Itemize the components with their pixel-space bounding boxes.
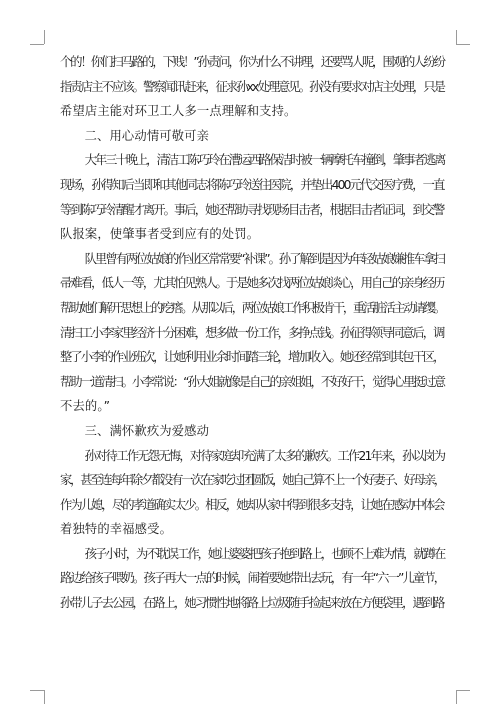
text-line: 着独特的幸福感受。 (60, 522, 173, 537)
document-body (60, 50, 444, 616)
crop-mark-top-right-v (456, 30, 457, 44)
crop-mark-top-right-h (456, 44, 470, 45)
text-line: 孩子小时，为不耽误工作，她让婆婆把孩子抱到路上，也顾不上难为情，就蹲在 (84, 546, 445, 561)
text-line: 大年三十晚上，清洁工陈巧玲在漕运西路保洁时被一辆摩托车撞倒，肇事者逃离 (84, 153, 445, 168)
crop-mark-bottom-right-v (456, 690, 457, 704)
text-line: 整了小李的作业班次，让她利用业余时间踏三轮，增加收入。她还经常到其包干区， (60, 350, 444, 365)
crop-mark-top-left-h (30, 44, 44, 45)
crop-mark-top-left-v (44, 30, 45, 44)
text-line: 帚难看，低人一等，尤其怕见熟人。于是她多次找两位姑娘谈心，用自己的亲身经历 (60, 276, 444, 291)
text-line: 现场，孙得知后当即和其他同志将陈巧玲送往医院，并垫出400元代交医疗费，一直 (60, 177, 444, 192)
section-heading: 三、满怀歉疚为爱感动 (84, 423, 210, 438)
text-line: 孙带儿子去公园，在路上，她习惯性地将路上垃圾随手捡起来放在方便袋里，遇到路 (60, 596, 444, 611)
crop-mark-bottom-left-h (30, 690, 44, 691)
text-line: 家，甚至连每年除夕都没有一次在家吃过团圆饭，她自己算不上一个好妻子、好母亲， (60, 473, 444, 488)
text-line: 路边给孩子喂奶。孩子再大一点的时候，闹着要她带出去玩，有一年“六一”儿童节， (60, 571, 445, 586)
text-line: 队里曾有两位姑娘的作业区常常要“补课”。孙了解到是因为年轻姑娘嫌推车拿扫 (84, 251, 444, 266)
text-line: 希望店主能对环卫工人多一点理解和支持。 (60, 104, 297, 119)
paragraph (60, 542, 444, 616)
section-heading: 二、用心动情可敬可亲 (84, 128, 210, 143)
text-line: 清扫工小李家里经济十分困难，想多做一份工作，多挣点钱。孙征得领导同意后，调 (60, 325, 444, 340)
text-line: 个的！你们扫马路的，下贱！”孙责问，你为什么不讲理，还要骂人呢，围观的人纷纷 (60, 55, 445, 69)
paragraph (60, 444, 444, 542)
text-line: 帮助一道清扫。小李常说：“孙大姐就像是自己的亲姐姐，不好好干，觉得心里挺过意 (60, 374, 445, 389)
crop-mark-bottom-right-h (456, 690, 470, 691)
text-line: 队报案，使肇事者受到应有的处罚。 (60, 227, 260, 242)
text-line: 孙对待工作无怨无悔，对待家庭却充满了太多的歉疚。工作21年来，孙以岗为 (84, 448, 445, 463)
text-line: 帮助她们解开思想上的疙瘩。从那以后，两位姑娘工作积极肯干，重活脏活主动请缨。 (60, 300, 444, 315)
text-line: 指责店主不应该。警察闻讯赶来，征求孙xx处理意见。孙没有要求对店主处理，只是 (60, 79, 444, 94)
paragraph (60, 148, 444, 246)
paragraph (60, 247, 444, 419)
text-line: 作为儿媳，尽的孝道确实太少。相反，她却从家中得到很多支持，让她在感动中体会 (60, 497, 444, 512)
text-line: 不去的。” (60, 399, 111, 414)
paragraph (60, 50, 444, 124)
text-line: 等到陈巧玲清醒才离开。事后，她还帮助寻找现场目击者，根据目击者证词，到交警 (60, 202, 444, 217)
crop-mark-bottom-left-v (44, 690, 45, 704)
